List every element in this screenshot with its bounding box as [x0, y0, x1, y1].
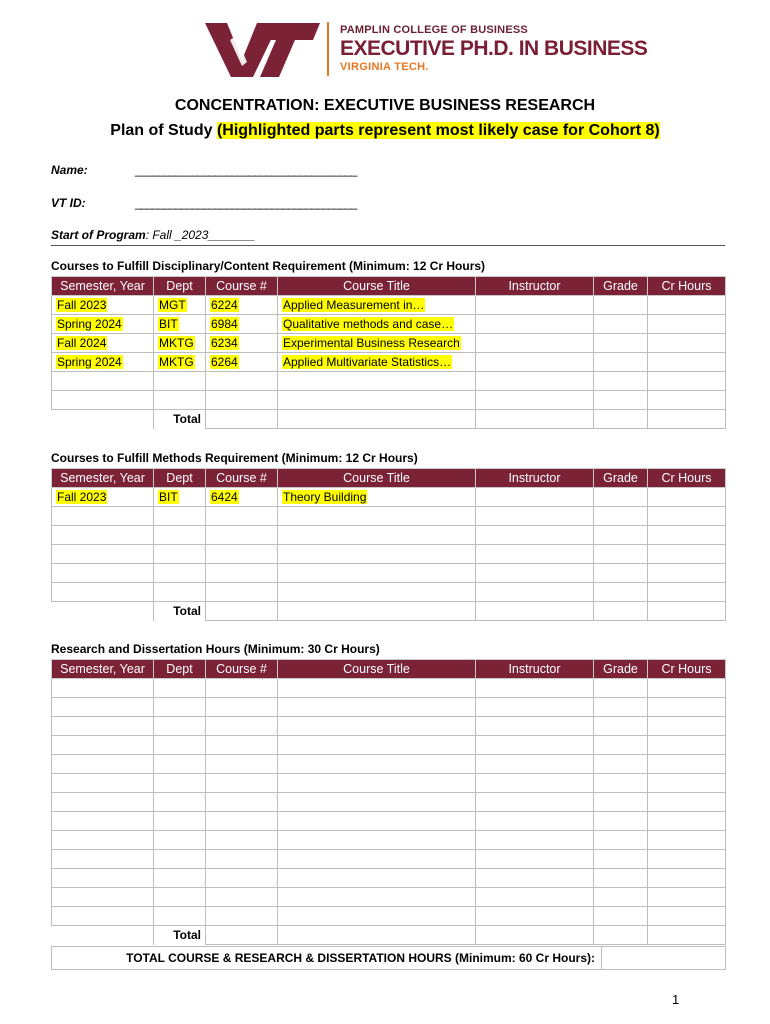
- table-row: [52, 812, 726, 831]
- cell-instructor[interactable]: [476, 296, 594, 315]
- vtid-field[interactable]: _______________________________________: [135, 196, 357, 210]
- cell-course-number[interactable]: 6224: [206, 296, 278, 315]
- col-instructor: Instructor: [476, 277, 594, 296]
- cell-grade[interactable]: [594, 488, 648, 507]
- plan-title-prefix: Plan of Study: [110, 122, 213, 139]
- cell-cr-hours[interactable]: [648, 315, 726, 334]
- table-header-row: [52, 660, 726, 679]
- cell-course-title[interactable]: Theory Building: [278, 488, 476, 507]
- table-header-row: [52, 277, 726, 296]
- cell-cr-hours[interactable]: [648, 296, 726, 315]
- concentration-title: CONCENTRATION: EXECUTIVE BUSINESS RESEARCH: [174, 97, 596, 114]
- col-dept: Dept: [154, 660, 206, 679]
- divider: [51, 245, 725, 246]
- cell-course-title[interactable]: Applied Measurement in…: [278, 296, 476, 315]
- table-row: [52, 793, 726, 812]
- cell-semester[interactable]: Fall 2023: [52, 296, 154, 315]
- cell-dept[interactable]: MKTG: [154, 334, 206, 353]
- col-grade: Grade: [594, 277, 648, 296]
- start-of-program: [51, 228, 255, 242]
- table-row: [52, 774, 726, 793]
- cell-semester[interactable]: Spring 2024: [52, 315, 154, 334]
- col-course-number: Course #: [206, 660, 278, 679]
- col-instructor: Instructor: [476, 660, 594, 679]
- table-row: [52, 296, 726, 315]
- research-table: [51, 659, 726, 945]
- col-cr-hours: Cr Hours: [648, 469, 726, 488]
- table-row: [52, 391, 726, 410]
- table-row: [52, 755, 726, 774]
- col-dept: Dept: [154, 277, 206, 296]
- table-row: [52, 698, 726, 717]
- table-row: [52, 717, 726, 736]
- vtid-label: VT ID:: [51, 196, 86, 210]
- total-label: Total: [154, 602, 206, 621]
- table-row: [52, 545, 726, 564]
- total-label: Total: [154, 926, 206, 945]
- cell-dept[interactable]: MKTG: [154, 353, 206, 372]
- cell-semester[interactable]: Spring 2024: [52, 353, 154, 372]
- col-grade: Grade: [594, 469, 648, 488]
- name-field[interactable]: _______________________________________: [135, 163, 357, 177]
- plan-title-highlight: (Highlighted parts represent most likely case for Cohort 8): [216, 122, 660, 139]
- total-cr-hours[interactable]: [648, 410, 726, 429]
- cell-instructor[interactable]: [476, 353, 594, 372]
- cell-semester[interactable]: Fall 2024: [52, 334, 154, 353]
- table-header-row: [52, 469, 726, 488]
- col-grade: Grade: [594, 660, 648, 679]
- cell-course-title[interactable]: Applied Multivariate Statistics…: [278, 353, 476, 372]
- cell-course-number[interactable]: 6264: [206, 353, 278, 372]
- methods-table: [51, 468, 726, 621]
- col-dept: Dept: [154, 469, 206, 488]
- total-cr-hours[interactable]: [648, 926, 726, 945]
- total-row: [52, 602, 726, 621]
- cell-course-number[interactable]: 6234: [206, 334, 278, 353]
- table-row: [52, 831, 726, 850]
- table-row: [52, 353, 726, 372]
- plan-title: [0, 122, 770, 140]
- cell-cr-hours[interactable]: [648, 488, 726, 507]
- col-course-title: Course Title: [278, 660, 476, 679]
- disciplinary-section-title: Courses to Fulfill Disciplinary/Content Requirement (Minimum: 12 Cr Hours): [51, 259, 486, 273]
- cell-course-number[interactable]: 6424: [206, 488, 278, 507]
- total-cr-hours[interactable]: [648, 602, 726, 621]
- col-semester: Semester, Year: [52, 660, 154, 679]
- grand-total-value[interactable]: [602, 947, 726, 970]
- research-section-title: Research and Dissertation Hours (Minimum: 30 Cr Hours): [51, 642, 380, 656]
- table-row: [52, 564, 726, 583]
- col-semester: Semester, Year: [52, 277, 154, 296]
- col-cr-hours: Cr Hours: [648, 660, 726, 679]
- program-name: EXECUTIVE PH.D. IN BUSINESS: [340, 37, 648, 60]
- methods-section-title: Courses to Fulfill Methods Requirement (Minimum: 12 Cr Hours): [51, 451, 418, 465]
- cell-dept[interactable]: MGT: [154, 296, 206, 315]
- col-instructor: Instructor: [476, 469, 594, 488]
- table-row: [52, 583, 726, 602]
- table-row: [52, 869, 726, 888]
- total-row: [52, 926, 726, 945]
- start-label: Start of Program: [51, 228, 146, 242]
- cell-grade[interactable]: [594, 315, 648, 334]
- table-row: [52, 907, 726, 926]
- research-rows: [52, 679, 726, 945]
- cell-dept[interactable]: BIT: [154, 315, 206, 334]
- cell-grade[interactable]: [594, 334, 648, 353]
- col-course-number: Course #: [206, 277, 278, 296]
- cell-cr-hours[interactable]: [648, 334, 726, 353]
- university-name: VIRGINIA TECH.: [340, 61, 429, 73]
- table-row: [52, 850, 726, 869]
- cell-course-number[interactable]: 6984: [206, 315, 278, 334]
- table-row: [52, 488, 726, 507]
- cell-grade[interactable]: [594, 296, 648, 315]
- grand-total-row: [52, 947, 726, 970]
- col-semester: Semester, Year: [52, 469, 154, 488]
- cell-semester[interactable]: Fall 2023: [52, 488, 154, 507]
- page-number: 1: [672, 992, 680, 1007]
- cell-grade[interactable]: [594, 353, 648, 372]
- total-label: Total: [154, 410, 206, 429]
- disciplinary-table: [51, 276, 726, 429]
- table-row: [52, 334, 726, 353]
- cell-instructor[interactable]: [476, 488, 594, 507]
- table-row: [52, 315, 726, 334]
- table-row: [52, 507, 726, 526]
- cell-course-title[interactable]: Qualitative methods and case…: [278, 315, 476, 334]
- cell-instructor[interactable]: [476, 334, 594, 353]
- table-row: [52, 888, 726, 907]
- col-course-number: Course #: [206, 469, 278, 488]
- logo-text: [340, 24, 647, 74]
- table-row: [52, 372, 726, 391]
- grand-total-label: TOTAL COURSE & RESEARCH & DISSERTATION HOURS (Minimum: 60 Cr Hours):: [52, 947, 602, 970]
- college-name: PAMPLIN COLLEGE OF BUSINESS: [340, 24, 528, 36]
- col-cr-hours: Cr Hours: [648, 277, 726, 296]
- cell-dept[interactable]: BIT: [154, 488, 206, 507]
- cell-course-title[interactable]: Experimental Business Research: [278, 334, 476, 353]
- cell-cr-hours[interactable]: [648, 353, 726, 372]
- logo-divider: [327, 22, 329, 76]
- col-course-title: Course Title: [278, 469, 476, 488]
- name-label: Name:: [51, 163, 88, 177]
- grand-total-table: [51, 946, 726, 970]
- table-row: [52, 526, 726, 545]
- col-course-title: Course Title: [278, 277, 476, 296]
- table-row: [52, 736, 726, 755]
- total-row: [52, 410, 726, 429]
- table-row: [52, 679, 726, 698]
- cell-instructor[interactable]: [476, 315, 594, 334]
- start-value[interactable]: : Fall _2023_______: [145, 228, 256, 242]
